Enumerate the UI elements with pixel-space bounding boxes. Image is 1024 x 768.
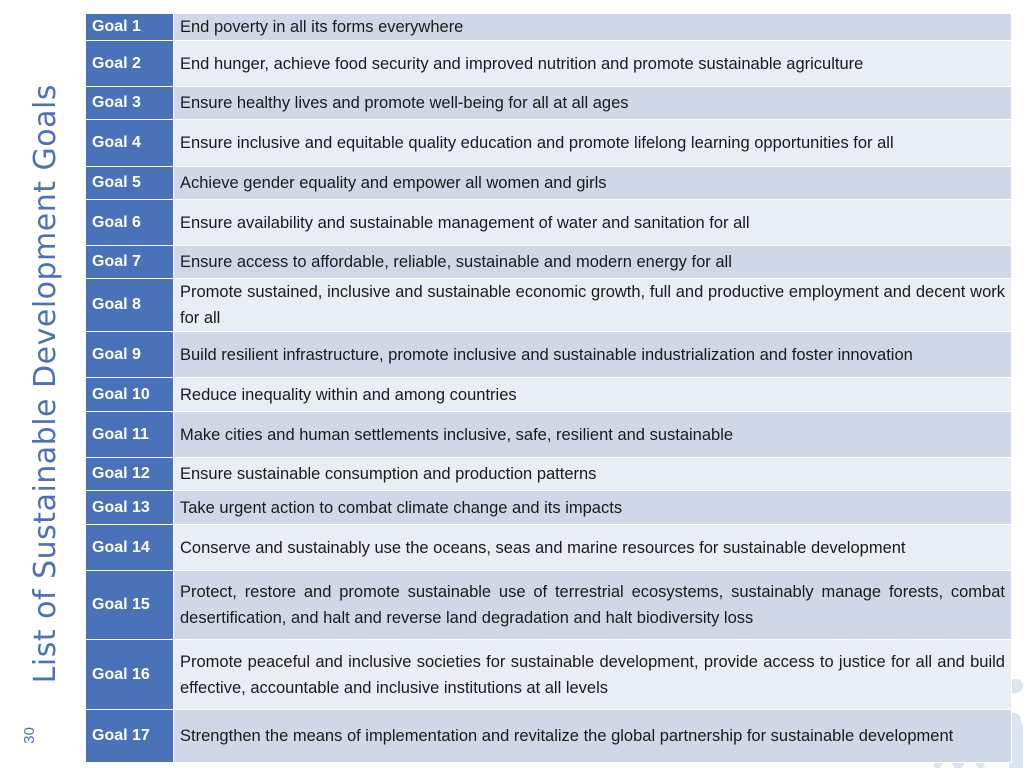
goal-description: Protect, restore and promote sustainable use of terrestrial ecosystems, sustainably manage forests, combat desertification, and halt and reverse land degradation and halt biodiversity loss xyxy=(174,571,1012,640)
goal-row xyxy=(86,200,1012,246)
goal-label: Goal 10 xyxy=(86,378,174,412)
goal-label: Goal 13 xyxy=(86,491,174,525)
goal-row xyxy=(86,378,1012,412)
goal-row xyxy=(86,41,1012,87)
goal-row xyxy=(86,246,1012,279)
goal-row xyxy=(86,458,1012,491)
goal-description: Ensure healthy lives and promote well-being for all at all ages xyxy=(174,87,1012,120)
goal-description: Achieve gender equality and empower all women and girls xyxy=(174,167,1012,200)
goal-description: Ensure inclusive and equitable quality education and promote lifelong learning opportunities for all xyxy=(174,120,1012,167)
goal-row xyxy=(86,14,1012,41)
goal-row xyxy=(86,120,1012,167)
goal-row xyxy=(86,491,1012,525)
goal-row xyxy=(86,87,1012,120)
goal-row xyxy=(86,571,1012,640)
goal-row xyxy=(86,412,1012,458)
goal-description: Conserve and sustainably use the oceans, seas and marine resources for sustainable development xyxy=(174,525,1012,571)
goal-row xyxy=(86,167,1012,200)
goal-label: Goal 8 xyxy=(86,279,174,332)
slide-number-container xyxy=(14,718,44,752)
goal-label: Goal 6 xyxy=(86,200,174,246)
goal-label: Goal 12 xyxy=(86,458,174,491)
goal-description: Strengthen the means of implementation and revitalize the global partnership for sustainable development xyxy=(174,710,1012,763)
goal-label: Goal 2 xyxy=(86,41,174,87)
goal-description: Take urgent action to combat climate change and its impacts xyxy=(174,491,1012,525)
goal-label: Goal 16 xyxy=(86,640,174,710)
goal-label: Goal 11 xyxy=(86,412,174,458)
goal-label: Goal 14 xyxy=(86,525,174,571)
goal-description: Reduce inequality within and among countries xyxy=(174,378,1012,412)
goal-label: Goal 17 xyxy=(86,710,174,763)
goals-table-body xyxy=(86,14,1012,763)
goal-description: Make cities and human settlements inclusive, safe, resilient and sustainable xyxy=(174,412,1012,458)
slide-title-container xyxy=(16,8,74,760)
goal-label: Goal 5 xyxy=(86,167,174,200)
goal-description: Ensure sustainable consumption and production patterns xyxy=(174,458,1012,491)
goal-row xyxy=(86,332,1012,378)
goal-row xyxy=(86,525,1012,571)
goal-row xyxy=(86,279,1012,332)
goal-label: Goal 9 xyxy=(86,332,174,378)
goal-description: Ensure access to affordable, reliable, sustainable and modern energy for all xyxy=(174,246,1012,279)
goal-row xyxy=(86,710,1012,763)
goal-row xyxy=(86,640,1012,710)
slide-title: List of Sustainable Development Goals xyxy=(27,84,63,684)
slide-number: 30 xyxy=(20,726,38,744)
goal-description: Ensure availability and sustainable management of water and sanitation for all xyxy=(174,200,1012,246)
goal-description: Promote peaceful and inclusive societies for sustainable development, provide access to justice for all and build effective, accountable and inclusive institutions at all levels xyxy=(174,640,1012,710)
goal-label: Goal 4 xyxy=(86,120,174,167)
goal-label: Goal 1 xyxy=(86,14,174,41)
goal-label: Goal 7 xyxy=(86,246,174,279)
goal-description: Build resilient infrastructure, promote inclusive and sustainable industrialization and foster innovation xyxy=(174,332,1012,378)
goal-description: End hunger, achieve food security and improved nutrition and promote sustainable agriculture xyxy=(174,41,1012,87)
goal-label: Goal 15 xyxy=(86,571,174,640)
goal-label: Goal 3 xyxy=(86,87,174,120)
goal-description: Promote sustained, inclusive and sustainable economic growth, full and productive employment and decent work for all xyxy=(174,279,1012,332)
goals-table xyxy=(85,13,1012,763)
goal-description: End poverty in all its forms everywhere xyxy=(174,14,1012,41)
